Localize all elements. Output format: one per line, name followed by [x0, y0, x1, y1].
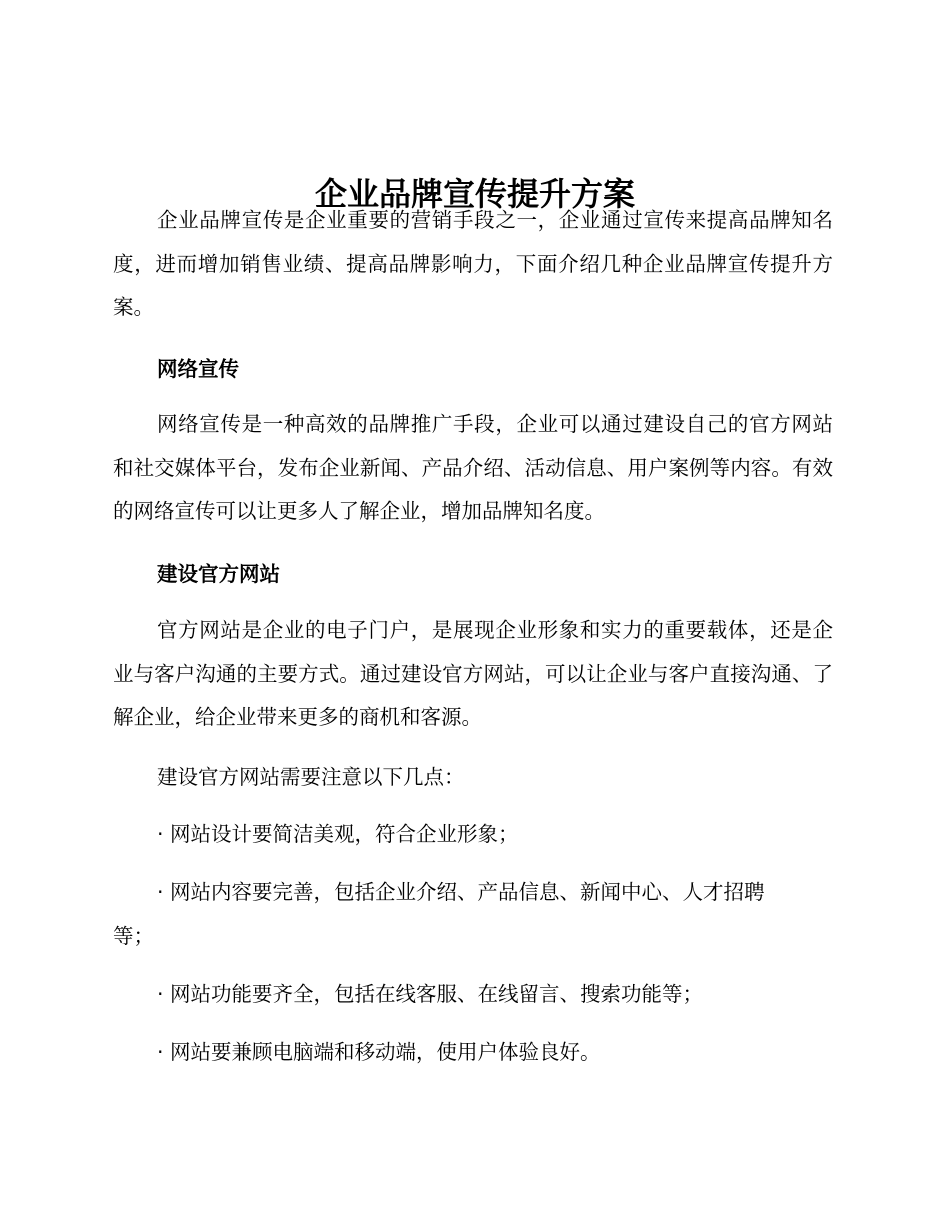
list-item: · 网站设计要简洁美观，符合企业形象； — [157, 822, 519, 846]
intro-paragraph: 企业品牌宣传是企业重要的营销手段之一，企业通过宣传来提高品牌知名度，进而增加销售业绩、提高品牌影响力，下面介绍几种企业品牌宣传提升方案。 — [113, 208, 833, 319]
online-promotion-paragraph: 网络宣传是一种高效的品牌推广手段，企业可以通过建设自己的官方网站和社交媒体平台，发布企业新闻、产品介绍、活动信息、用户案例等内容。有效的网络宣传可以让更多人了解企业，增加品牌知名度。 — [113, 412, 833, 523]
list-item: · 网站功能要齐全，包括在线客服、在线留言、搜索功能等； — [157, 982, 704, 1006]
section-heading-online-promotion: 网络宣传 — [157, 357, 239, 381]
section-heading-official-website: 建设官方网站 — [157, 562, 280, 586]
list-intro: 建设官方网站需要注意以下几点： — [157, 765, 465, 789]
document-title: 企业品牌宣传提升方案 — [314, 175, 635, 214]
official-website-paragraph: 官方网站是企业的电子门户，是展现企业形象和实力的重要载体，还是企业与客户沟通的主要方式。通过建设官方网站，可以让企业与客户直接沟通、了解企业，给企业带来更多的商机和客源。 — [113, 618, 833, 729]
list-item: · 网站内容要完善，包括企业介绍、产品信息、新闻中心、人才招聘等； — [113, 880, 765, 948]
list-item: · 网站要兼顾电脑端和移动端，使用户体验良好。 — [157, 1040, 601, 1064]
